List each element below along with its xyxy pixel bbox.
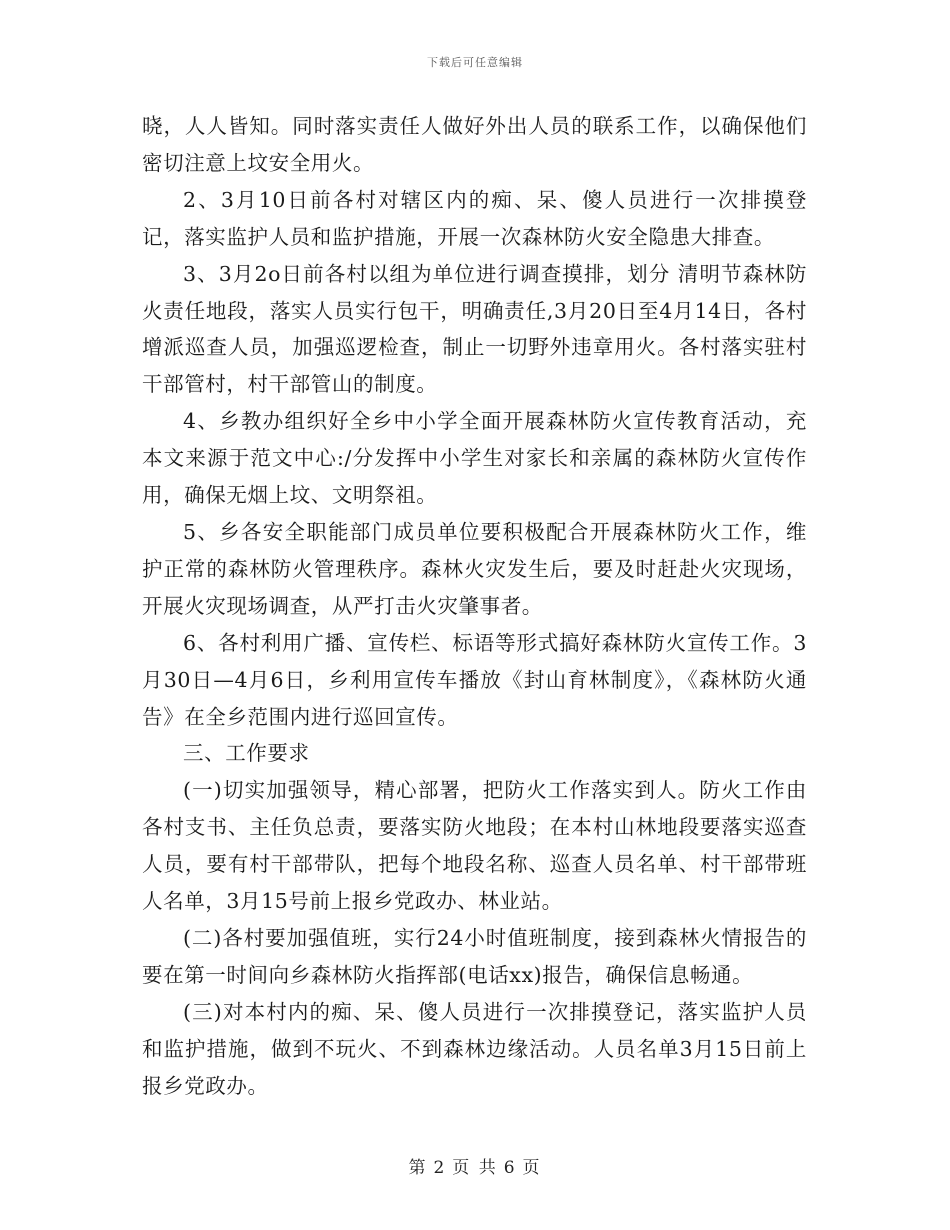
paragraph-continuation: 晓，人人皆知。同时落实责任人做好外出人员的联系工作，以确保他们密切注意上坟安全用火。 bbox=[142, 114, 807, 175]
paragraph-item-5: 5、乡各安全职能部门成员单位要积极配合开展森林防火工作，维护正常的森林防火管理秩序。森林火灾发生后，要及时赶赴火灾现场，开展火灾现场调查，从严打击火灾肇事者。 bbox=[142, 519, 807, 618]
page-label-suffix: 页 bbox=[522, 1158, 542, 1178]
paragraph-item-4: 4、乡教办组织好全乡中小学全面开展森林防火宣传教育活动，充本文来源于范文中心:/分发挥中小学生对家长和亲属的森林防火宣传作用，确保无烟上坟、文明祭祖。 bbox=[142, 409, 807, 508]
section-heading-requirements: 三、工作要求 bbox=[183, 741, 310, 766]
page-label-mid: 页 共 bbox=[452, 1158, 498, 1178]
header-note: 下载后可任意编辑 bbox=[427, 56, 523, 69]
page-footer bbox=[0, 1153, 950, 1178]
document-body bbox=[142, 108, 807, 1104]
page-current-number: 2 bbox=[433, 1158, 447, 1178]
paragraph-requirement-1: (一)切实加强领导，精心部署，把防火工作落实到人。防火工作由各村支书、主任负总责，要落实防火地段；在本村山林地段要落实巡查人员，要有村干部带队，把每个地段名称、巡查人员名单、村干部带班人名单，3月15号前上报乡党政办、林业站。 bbox=[142, 778, 807, 914]
page-label-prefix: 第 bbox=[408, 1158, 428, 1178]
page-total-number: 6 bbox=[503, 1158, 517, 1178]
paragraph-item-3: 3、3月2o日前各村以组为单位进行调查摸排，划分 清明节森林防火责任地段，落实人员实行包干，明确责任,3月20日至4月14日，各村增派巡查人员，加强巡逻检查，制止一切野外违章用火。各村落实驻村干部管村，村干部管山的制度。 bbox=[142, 261, 807, 397]
paragraph-item-6: 6、各村利用广播、宣传栏、标语等形式搞好森林防火宣传工作。3月30日—4月6日，乡利用宣传车播放《封山育林制度》，《森林防火通告》在全乡范围内进行巡回宣传。 bbox=[142, 630, 807, 729]
paragraph-requirement-3: (三)对本村内的痴、呆、傻人员进行一次排摸登记，落实监护人员和监护措施，做到不玩火、不到森林边缘活动。人员名单3月15日前上报乡党政办。 bbox=[142, 999, 807, 1098]
paragraph-requirement-2: (二)各村要加强值班，实行24小时值班制度，接到森林火情报告的要在第一时间向乡森林防火指挥部(电话xx)报告，确保信息畅通。 bbox=[142, 925, 807, 987]
paragraph-item-2: 2、3月10日前各村对辖区内的痴、呆、傻人员进行一次排摸登记，落实监护人员和监护措施，开展一次森林防火安全隐患大排查。 bbox=[142, 187, 807, 249]
